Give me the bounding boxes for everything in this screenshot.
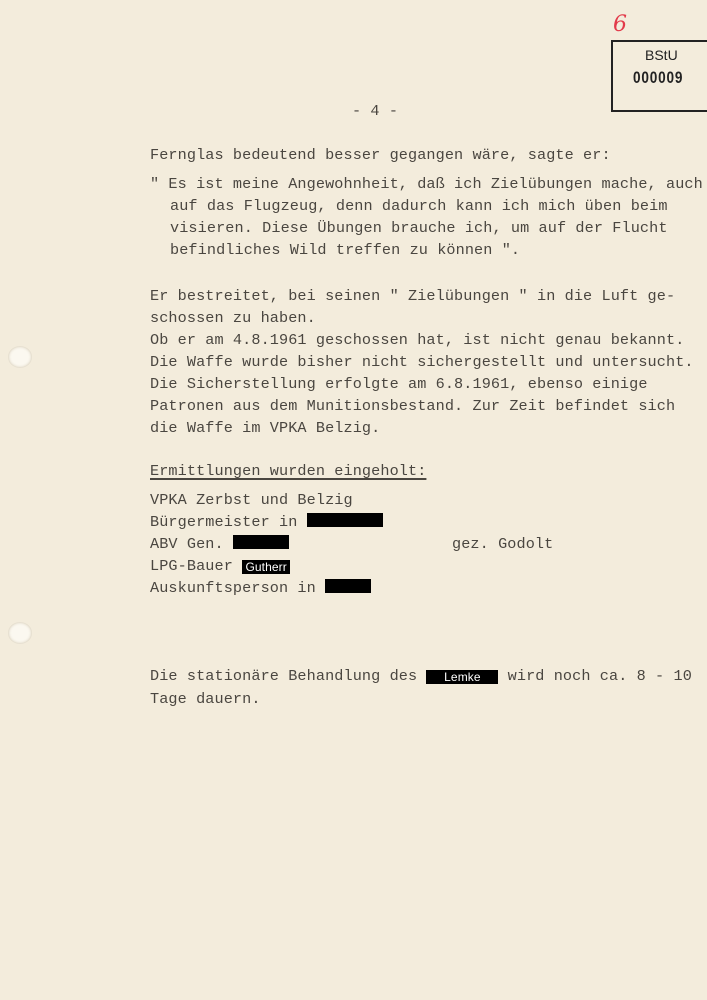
inquiry-item: [150, 579, 371, 597]
closing-text: Die stationäre Behandlung des: [150, 667, 427, 685]
archive-stamp: [611, 40, 707, 112]
text-line: schossen zu haben.: [150, 309, 316, 327]
signature: gez. Godolt: [452, 535, 554, 553]
section-heading: Ermittlungen wurden eingeholt:: [150, 462, 427, 480]
text-line: Die Sicherstellung erfolgte am 6.8.1961, ebenso einige: [150, 375, 648, 393]
inquiry-text: ABV Gen.: [150, 535, 233, 553]
closing-line: Tage dauern.: [150, 690, 261, 708]
punch-hole: [8, 622, 32, 644]
text-line: Die Waffe wurde bisher nicht sichergestellt und untersucht.: [150, 353, 694, 371]
quote-line: " Es ist meine Angewohnheit, daß ich Zielübungen mache, auch: [150, 175, 703, 193]
inquiry-item: [150, 535, 289, 553]
closing-text: wird noch ca. 8 - 10: [498, 667, 692, 685]
inquiry-item: [150, 491, 353, 509]
quote-line: befindliches Wild treffen zu können ".: [170, 241, 521, 259]
text-line: Fernglas bedeutend besser gegangen wäre, sagte er:: [150, 146, 611, 164]
stamp-number: 000009: [633, 68, 684, 87]
redaction-bar: [325, 579, 371, 593]
quote-line: auf das Flugzeug, denn dadurch kann ich mich üben beim: [170, 197, 668, 215]
inquiry-text: Auskunftsperson in: [150, 579, 326, 597]
handwritten-page-number: 6: [613, 12, 627, 37]
punch-hole: [8, 346, 32, 368]
redaction-label: Gutherr: [242, 560, 290, 574]
quote-line: visieren. Diese Übungen brauche ich, um auf der Flucht: [170, 219, 668, 237]
inquiry-item: [150, 513, 383, 531]
closing-line: [150, 667, 692, 685]
inquiry-text: Bürgermeister in: [150, 513, 307, 531]
text-line: Er bestreitet, bei seinen " Zielübungen " in die Luft ge-: [150, 287, 676, 305]
redaction-bar: [307, 513, 383, 527]
text-line: Ob er am 4.8.1961 geschossen hat, ist nicht genau bekannt.: [150, 331, 685, 349]
inquiry-item: [150, 557, 290, 575]
text-line: die Waffe im VPKA Belzig.: [150, 419, 381, 437]
inquiry-text: VPKA Zerbst und Belzig: [150, 491, 353, 509]
page-number: - 4 -: [352, 102, 399, 120]
stamp-title: BStU: [645, 47, 678, 63]
text-line: Patronen aus dem Munitionsbestand. Zur Zeit befindet sich: [150, 397, 676, 415]
inquiry-text: LPG-Bauer: [150, 557, 243, 575]
redaction-bar: [233, 535, 289, 549]
redaction-label: Lemke: [426, 670, 498, 684]
